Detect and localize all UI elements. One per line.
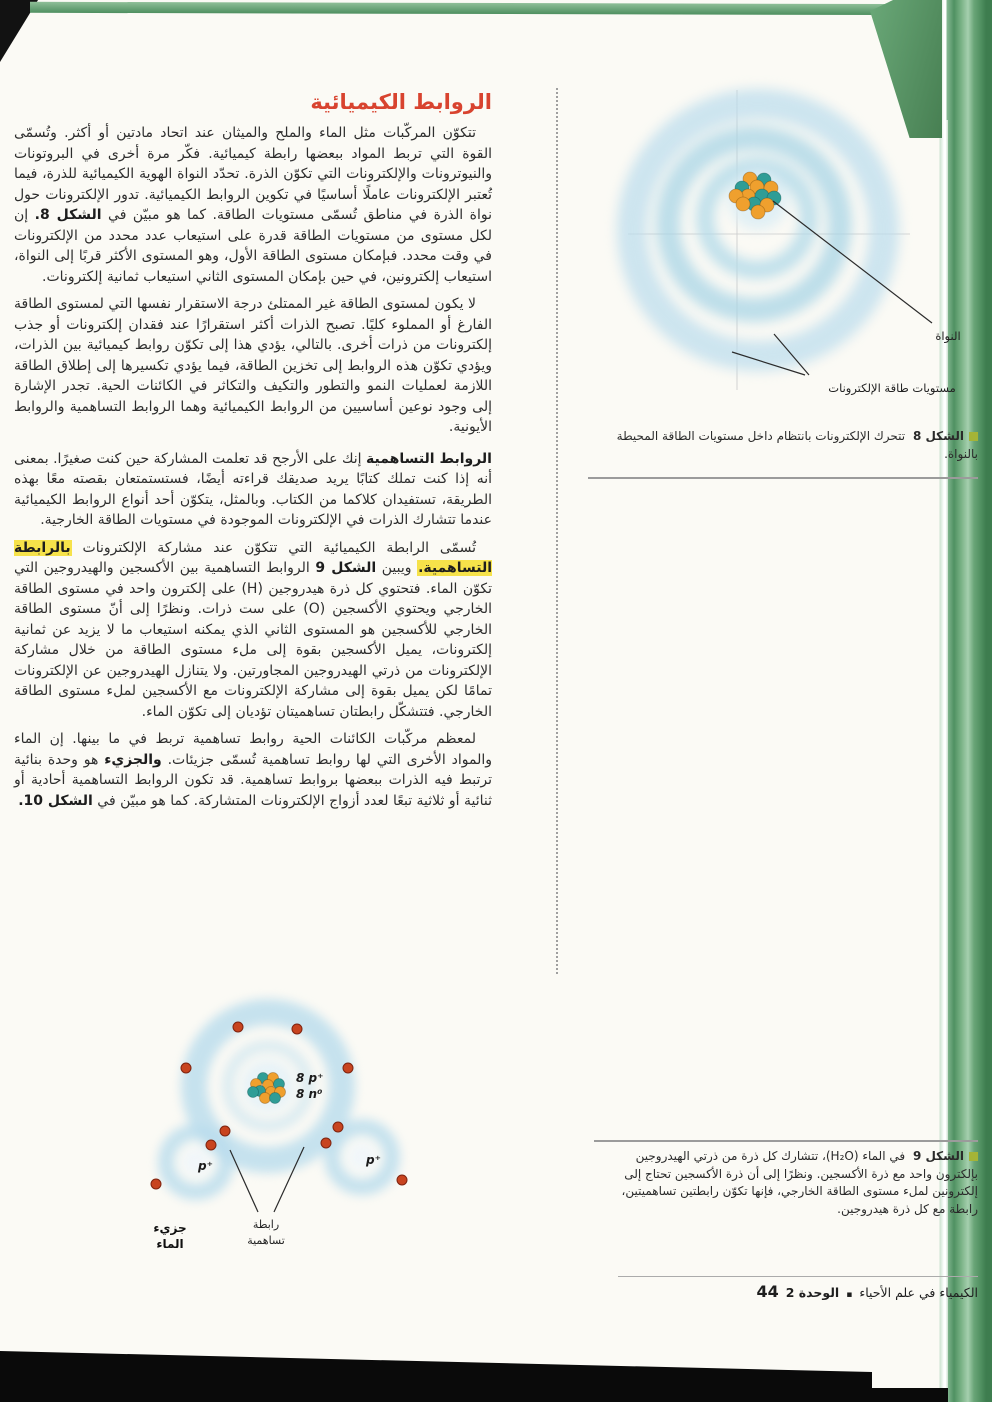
oxygen-protons-label: 8 p⁺: [296, 1071, 324, 1085]
article-column: [14, 90, 492, 818]
caption-rule-top: [594, 1140, 978, 1142]
atom-diagram: [580, 72, 980, 402]
caption-bullet-icon: [969, 1152, 978, 1161]
covalent-bond-term-highlight: بالرابطة التساهمية.: [14, 539, 492, 576]
page-footer: [618, 1282, 978, 1301]
paragraph-3: [14, 449, 492, 531]
electron-dot: [321, 1138, 331, 1148]
p2-text: لا يكون لمستوى الطاقة غير الممتلئ درجة الاستقرار نفسها التي لمستوى الطاقة الفارغ أو المملوء كليًا. تصبح الذرات أكثر استقرارًا عند فقدان إلكترونات أو جذب إلكترونات من ذرات أخرى. بالتالي، يؤدي هذا إلى تكوّن روابط كيميائية بين الذرات، ويؤدي تكوّن هذه الروابط إلى تخزين الطاقة، فيما يؤدي تكسيرها إلى إطلاق الطاقة اللازمة لعمليات النمو والتطور والتكيف والتكاثر في الكائنات الحية. تجدر الإشارة إلى وجود نوعين أساسيين من الروابط الكيميائية وهما الروابط التساهمية والروابط الأيونية.: [14, 296, 492, 435]
water-molecule-diagram: [90, 980, 470, 1280]
figure-8-caption-label: الشكل 8: [912, 429, 964, 443]
electron-dot: [292, 1024, 302, 1034]
paragraph-1: [14, 123, 492, 287]
electron-dot: [181, 1063, 191, 1073]
p3-text: إنك على الأرجح قد تعلمت المشاركة حين كنت صغيرًا. بمعنى أنه إذا كنت تملك كتابًا يريد صديقك قراءته أيضًا، فستستمتعان بقصته معًا بهذه الطريقة، تستفيدان كلاكما من الكتاب. وبالمثل، يتكوّن أحد أنواع الروابط الكيميائية عندما تتشارك الذرات في الإلكترونات الموجودة في مستويات الطاقة الخارجية.: [14, 450, 492, 528]
scan-bottom-artifact-thin: [0, 1388, 948, 1402]
figure-9-caption-label: الشكل 9: [912, 1149, 964, 1163]
p1-figure-ref: الشكل 8.: [34, 207, 102, 223]
paragraph-4: [14, 538, 492, 723]
oxygen-neutrons-label: 8 n⁰: [296, 1087, 323, 1101]
figure-8-caption-text: تتحرك الإلكترونات بانتظام داخل مستويات الطاقة المحيطة بالنواة.: [616, 429, 978, 461]
p5-figure-ref: الشكل 10.: [18, 792, 93, 809]
electron-dot: [233, 1022, 243, 1032]
covalent-bond-label-line2: تساهمية: [247, 1234, 285, 1247]
energy-levels-label: مستويات طاقة الإلكترونات: [828, 381, 956, 395]
p1-text-cont: إن لكل مستوى من مستويات الطاقة قدرة على استيعاب عدد محدد من الإلكترونات في وقت محدد. فبإمكان مستوى الطاقة الأول، وهو المستوى الأكثر قربًا إلى النواة، استيعاب إلكترونين، في حين بإمكان المستوى الثاني استيعاب ثمانية إلكترونات.: [14, 207, 492, 285]
electron-energy-shells: [632, 104, 884, 356]
article-title: الروابط الكيميائية: [310, 90, 492, 114]
nucleus-label: النواة: [935, 329, 961, 343]
figure-8-caption: [616, 428, 978, 463]
water-molecule-label-line2: الماء: [156, 1237, 184, 1251]
electron-dot: [206, 1140, 216, 1150]
p4-text-2: ويبين: [376, 560, 418, 576]
footer-rule: [618, 1276, 978, 1277]
electron-dot: [151, 1179, 161, 1189]
caption-rule: [588, 477, 978, 479]
hydrogen-left-label: p⁺: [198, 1159, 213, 1173]
p4-text-3: الروابط التساهمية بين الأكسجين والهيدروجين التي تكوّن الماء. فتحتوي كل ذرة هيدروجين (H) على إلكترون واحد في مستوى الطاقة الخارجي ويحتوي الأكسجين (O) على ست ذرات. ونظرًا إلى أنّ مستوى الطاقة الخارجي للأكسجين هو المستوى الثاني الذي يمكنه استيعاب ما لا يزيد عن ثمانية إلكترونات، يميل الأكسجين بقوة إلى ملء مستوى الطاقة من خلال مشاركة الإلكترونات من ذرتي الهيدروجين المجاورتين. ولا يتنازل الهيدروجين عن الإلكترونات تمامًا لكن يميل بقوة إلى مشاركة الإلكترونات مع الأكسجين لملء مستوى الطاقة الخارجي. فتتشكّل رابطتان تساهميتان تؤديان إلى تكوّن الماء.: [14, 560, 492, 720]
electron-dot: [343, 1063, 353, 1073]
figure-9-caption-text: في الماء (H₂O)، تتشارك كل ذرة من ذرتي الهيدروجين بإلكترون واحد مع ذرة الأكسجين. ونظرًا إلى أن ذرة الأكسجين تحتاج إلى إلكترونين لملء مستوى الطاقة الخارجي، فإنها تكوّن رابطتين تساهميتين، رابطة مع كل ذرة هيدروجين.: [621, 1149, 978, 1216]
footer-separator-icon: ▪: [846, 1290, 853, 1300]
paragraph-2: [14, 294, 492, 438]
covalent-bonds-heading: الروابط التساهمية: [366, 450, 492, 467]
footer-unit: الوحدة 2: [785, 1285, 840, 1300]
covalent-bond-label-line1: رابطة: [252, 1218, 280, 1231]
p5-text-2: هو وحدة بنائية ترتبط فيه الذرات ببعضها بروابط تساهمية. قد تكون الروابط التساهمية أحادية أو ثنائية أو ثلاثية تبعًا لعدد أزواج الإلكترونات المتشاركة. كما هو مبيّن في: [14, 751, 492, 809]
p5-text: لمعظم مركّبات الكائنات الحية روابط تساهمية تربط في ما بينها. إن الماء والمواد الأخرى التي لها روابط تساهمية تُسمّى جزيئات.: [14, 731, 492, 768]
column-divider: [556, 88, 558, 974]
caption-bullet-icon: [969, 432, 978, 441]
footer-chapter: الكيمياء في علم الأحياء: [859, 1285, 978, 1300]
p4-figure-ref: الشكل 9: [315, 560, 377, 576]
page-number: 44: [756, 1282, 779, 1301]
electron-dot: [397, 1175, 407, 1185]
water-molecule-label-line1: جزيء: [153, 1221, 187, 1235]
book-edge-top: [30, 2, 942, 15]
electron-dot: [220, 1126, 230, 1136]
p4-text: تُسمّى الرابطة الكيميائية التي تتكوّن عند مشاركة الإلكترونات: [71, 539, 476, 556]
paragraph-5: [14, 729, 492, 811]
figure-9-caption: [606, 1148, 978, 1218]
figure-9-illustration: [90, 980, 470, 1280]
figure-8-illustration: [580, 72, 980, 402]
molecule-term: والجزيء: [104, 751, 162, 768]
p1-text: تتكوّن المركّبات مثل الماء والملح والميثان عند اتحاد مادتين أو أكثر. وتُسمّى القوة التي تربط المواد ببعضها رابطة كيميائية. فكّر مرة أخرى في البروتونات والنيوترونات والإلكترونات التي تكوّن الذرة. تحدّد النواة الهوية الكيميائية للذرة، فيما تُعتبر الإلكترونات عاملًا أساسيًا في تكوين الروابط الكيميائية. تدور الإلكترونات حول نواة الذرة في مناطق تُسمّى مستويات الطاقة. كما هو مبيّن في: [14, 125, 492, 223]
electron-dot: [333, 1122, 343, 1132]
hydrogen-right-label: p⁺: [366, 1153, 381, 1167]
